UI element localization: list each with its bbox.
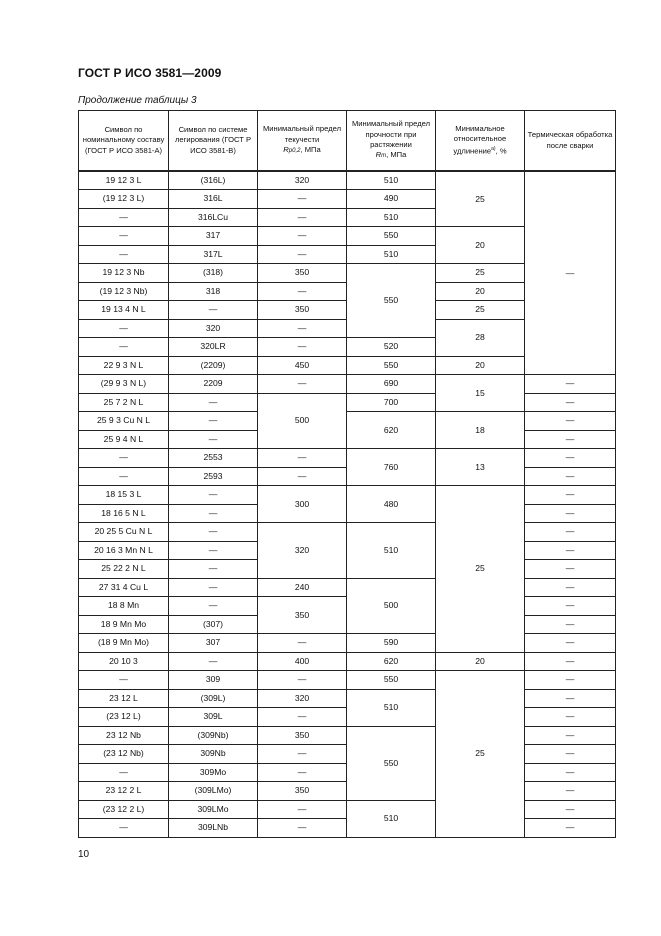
cell-tensile: 620 bbox=[347, 652, 436, 671]
cell-heat-treatment: — bbox=[525, 541, 616, 560]
cell-symbol-a: 20 10 3 bbox=[79, 652, 169, 671]
cell-yield: — bbox=[258, 819, 347, 838]
cell-symbol-a: 27 31 4 Cu L bbox=[79, 578, 169, 597]
cell-elongation: 18 bbox=[436, 412, 525, 449]
cell-symbol-a: — bbox=[79, 671, 169, 690]
cell-symbol-a: 23 12 L bbox=[79, 689, 169, 708]
cell-tensile: 620 bbox=[347, 412, 436, 449]
cell-yield: 400 bbox=[258, 652, 347, 671]
cell-yield: — bbox=[258, 763, 347, 782]
cell-heat-treatment: — bbox=[525, 763, 616, 782]
header-tensile-strength bbox=[347, 111, 436, 172]
cell-symbol-a: 18 16 5 N L bbox=[79, 504, 169, 523]
cell-heat-treatment: — bbox=[525, 745, 616, 764]
table-row bbox=[79, 671, 616, 690]
table-row bbox=[79, 393, 616, 412]
cell-symbol-b: 317 bbox=[169, 227, 258, 246]
cell-yield: — bbox=[258, 745, 347, 764]
table-row bbox=[79, 171, 616, 190]
cell-heat-treatment: — bbox=[525, 689, 616, 708]
cell-heat-treatment: — bbox=[525, 671, 616, 690]
table-header-row bbox=[79, 111, 616, 172]
cell-tensile: 550 bbox=[347, 227, 436, 246]
cell-heat-treatment: — bbox=[525, 708, 616, 727]
cell-symbol-b: (318) bbox=[169, 264, 258, 283]
cell-tensile: 690 bbox=[347, 375, 436, 394]
cell-yield: 320 bbox=[258, 171, 347, 190]
cell-symbol-a: — bbox=[79, 819, 169, 838]
cell-elongation: 25 bbox=[436, 264, 525, 283]
header-tensile-unit: , МПа bbox=[386, 150, 407, 160]
cell-yield: 350 bbox=[258, 301, 347, 320]
cell-tensile: 490 bbox=[347, 190, 436, 209]
header-elongation bbox=[436, 111, 525, 172]
cell-symbol-b: (2209) bbox=[169, 356, 258, 375]
cell-symbol-b: — bbox=[169, 301, 258, 320]
header-yield-strength bbox=[258, 111, 347, 172]
cell-yield: — bbox=[258, 282, 347, 301]
cell-symbol-a: — bbox=[79, 245, 169, 264]
cell-yield: — bbox=[258, 245, 347, 264]
cell-symbol-b: — bbox=[169, 578, 258, 597]
cell-heat-treatment: — bbox=[525, 652, 616, 671]
cell-symbol-b: — bbox=[169, 504, 258, 523]
cell-elongation: 28 bbox=[436, 319, 525, 356]
cell-yield: 350 bbox=[258, 782, 347, 801]
cell-symbol-a: — bbox=[79, 467, 169, 486]
cell-yield: 240 bbox=[258, 578, 347, 597]
cell-yield: 350 bbox=[258, 597, 347, 634]
cell-symbol-a: — bbox=[79, 338, 169, 357]
page-number: 10 bbox=[78, 849, 90, 860]
cell-yield: — bbox=[258, 319, 347, 338]
cell-symbol-a: 25 9 3 Cu N L bbox=[79, 412, 169, 431]
table-row bbox=[79, 652, 616, 671]
cell-yield: 350 bbox=[258, 264, 347, 283]
table-row bbox=[79, 412, 616, 431]
cell-yield: — bbox=[258, 449, 347, 468]
cell-symbol-b: — bbox=[169, 597, 258, 616]
cell-symbol-a: 20 16 3 Mn N L bbox=[79, 541, 169, 560]
cell-symbol-b: — bbox=[169, 560, 258, 579]
cell-yield: — bbox=[258, 375, 347, 394]
cell-tensile: 510 bbox=[347, 689, 436, 726]
cell-heat-treatment: — bbox=[525, 375, 616, 394]
cell-symbol-b: 316LCu bbox=[169, 208, 258, 227]
cell-symbol-b: 320LR bbox=[169, 338, 258, 357]
cell-symbol-a: 25 9 4 N L bbox=[79, 430, 169, 449]
cell-tensile: 500 bbox=[347, 578, 436, 634]
cell-symbol-b: 309LNb bbox=[169, 819, 258, 838]
header-tensile-text: Минимальный предел прочности при растяжении bbox=[351, 119, 431, 149]
cell-symbol-a: — bbox=[79, 763, 169, 782]
header-elongation-unit: , % bbox=[495, 146, 507, 156]
cell-heat-treatment: — bbox=[525, 634, 616, 653]
header-symbol-composition: Символ по номинальному составу (ГОСТ Р ИСО 3581-А) bbox=[79, 111, 169, 172]
cell-symbol-a: — bbox=[79, 208, 169, 227]
cell-tensile: 510 bbox=[347, 245, 436, 264]
cell-heat-treatment: — bbox=[525, 615, 616, 634]
table-row bbox=[79, 726, 616, 745]
cell-symbol-a: (23 12 Nb) bbox=[79, 745, 169, 764]
cell-symbol-b: 317L bbox=[169, 245, 258, 264]
table-caption: Продолжение таблицы 3 bbox=[78, 95, 197, 106]
cell-symbol-b: — bbox=[169, 412, 258, 431]
cell-symbol-b: — bbox=[169, 486, 258, 505]
cell-yield: — bbox=[258, 190, 347, 209]
cell-symbol-a: — bbox=[79, 227, 169, 246]
cell-heat-treatment: — bbox=[525, 486, 616, 505]
cell-tensile: 590 bbox=[347, 634, 436, 653]
cell-symbol-b: (309L) bbox=[169, 689, 258, 708]
cell-symbol-a: 18 8 Mn bbox=[79, 597, 169, 616]
cell-symbol-b: (307) bbox=[169, 615, 258, 634]
cell-symbol-a: 22 9 3 N L bbox=[79, 356, 169, 375]
cell-symbol-a: (23 12 L) bbox=[79, 708, 169, 727]
cell-tensile: 550 bbox=[347, 264, 436, 338]
header-elongation-text: Минимальное относительное удлинение bbox=[453, 123, 507, 156]
cell-symbol-b: 2593 bbox=[169, 467, 258, 486]
cell-yield: 450 bbox=[258, 356, 347, 375]
cell-symbol-a: 19 13 4 N L bbox=[79, 301, 169, 320]
cell-yield: 320 bbox=[258, 523, 347, 579]
cell-yield: 320 bbox=[258, 689, 347, 708]
cell-symbol-b: — bbox=[169, 393, 258, 412]
cell-tensile: 760 bbox=[347, 449, 436, 486]
cell-heat-treatment: — bbox=[525, 726, 616, 745]
cell-symbol-b: 309LMo bbox=[169, 800, 258, 819]
cell-symbol-a: 25 22 2 N L bbox=[79, 560, 169, 579]
cell-elongation: 20 bbox=[436, 652, 525, 671]
cell-symbol-a: 18 9 Mn Mo bbox=[79, 615, 169, 634]
cell-heat-treatment: — bbox=[525, 430, 616, 449]
cell-elongation: 25 bbox=[436, 301, 525, 320]
cell-tensile: 510 bbox=[347, 523, 436, 579]
cell-heat-treatment: — bbox=[525, 782, 616, 801]
cell-yield: — bbox=[258, 467, 347, 486]
cell-elongation: 25 bbox=[436, 171, 525, 227]
cell-heat-treatment: — bbox=[525, 449, 616, 468]
cell-symbol-a: (23 12 2 L) bbox=[79, 800, 169, 819]
cell-symbol-b: 307 bbox=[169, 634, 258, 653]
cell-symbol-b: 2553 bbox=[169, 449, 258, 468]
cell-heat-treatment: — bbox=[525, 560, 616, 579]
table-row bbox=[79, 375, 616, 394]
cell-symbol-b: 309 bbox=[169, 671, 258, 690]
cell-symbol-b: (309Nb) bbox=[169, 726, 258, 745]
header-symbol-alloy-system: Символ по системе легирования (ГОСТ Р ИСО 3581-В) bbox=[169, 111, 258, 172]
cell-tensile: 480 bbox=[347, 486, 436, 523]
cell-symbol-b: — bbox=[169, 541, 258, 560]
cell-symbol-a: (19 12 3 L) bbox=[79, 190, 169, 209]
cell-tensile: 550 bbox=[347, 671, 436, 690]
cell-symbol-b: 316L bbox=[169, 190, 258, 209]
cell-yield: 500 bbox=[258, 393, 347, 449]
cell-heat-treatment: — bbox=[525, 578, 616, 597]
table-row bbox=[79, 449, 616, 468]
cell-elongation: 20 bbox=[436, 227, 525, 264]
header-elongation-footnote: a) bbox=[491, 146, 496, 153]
cell-tensile: 550 bbox=[347, 726, 436, 800]
cell-symbol-a: (18 9 Mn Mo) bbox=[79, 634, 169, 653]
cell-symbol-b: 309Nb bbox=[169, 745, 258, 764]
cell-symbol-a: (29 9 3 N L) bbox=[79, 375, 169, 394]
cell-symbol-b: — bbox=[169, 430, 258, 449]
cell-yield: — bbox=[258, 208, 347, 227]
cell-elongation: 25 bbox=[436, 486, 525, 653]
header-heat-treatment: Термическая обработка после сварки bbox=[525, 111, 616, 172]
cell-elongation: 15 bbox=[436, 375, 525, 412]
cell-symbol-a: (19 12 3 Nb) bbox=[79, 282, 169, 301]
cell-yield: 300 bbox=[258, 486, 347, 523]
cell-symbol-a: 19 12 3 Nb bbox=[79, 264, 169, 283]
cell-symbol-a: 23 12 2 L bbox=[79, 782, 169, 801]
cell-symbol-b: (316L) bbox=[169, 171, 258, 190]
cell-heat-treatment: — bbox=[525, 412, 616, 431]
properties-table bbox=[78, 110, 616, 838]
cell-heat-treatment: — bbox=[525, 819, 616, 838]
cell-symbol-a: — bbox=[79, 319, 169, 338]
cell-heat-treatment: — bbox=[525, 523, 616, 542]
table-row bbox=[79, 800, 616, 819]
document-title: ГОСТ Р ИСО 3581—2009 bbox=[78, 66, 222, 80]
cell-tensile: 510 bbox=[347, 208, 436, 227]
cell-heat-treatment: — bbox=[525, 800, 616, 819]
cell-heat-treatment: — bbox=[525, 597, 616, 616]
cell-yield: — bbox=[258, 800, 347, 819]
cell-tensile: 510 bbox=[347, 171, 436, 190]
cell-symbol-a: 19 12 3 L bbox=[79, 171, 169, 190]
table-row bbox=[79, 523, 616, 542]
cell-yield: — bbox=[258, 634, 347, 653]
header-yield-subscript: p0,2 bbox=[288, 148, 301, 155]
header-yield-symbol: R bbox=[283, 145, 289, 155]
cell-symbol-b: 309L bbox=[169, 708, 258, 727]
table-row bbox=[79, 578, 616, 597]
table-row bbox=[79, 634, 616, 653]
cell-yield: — bbox=[258, 338, 347, 357]
cell-yield: 350 bbox=[258, 726, 347, 745]
cell-symbol-b: — bbox=[169, 652, 258, 671]
cell-symbol-a: 18 15 3 L bbox=[79, 486, 169, 505]
cell-symbol-a: 25 7 2 N L bbox=[79, 393, 169, 412]
header-tensile-symbol: R bbox=[375, 150, 382, 160]
cell-symbol-b: 309Mo bbox=[169, 763, 258, 782]
cell-tensile: 510 bbox=[347, 800, 436, 837]
header-tensile-subscript: m bbox=[381, 153, 387, 160]
header-yield-text: Минимальный предел текучести bbox=[262, 124, 342, 144]
cell-elongation: 20 bbox=[436, 356, 525, 375]
cell-yield: — bbox=[258, 708, 347, 727]
cell-heat-treatment: — bbox=[525, 504, 616, 523]
cell-symbol-a: — bbox=[79, 449, 169, 468]
cell-yield: — bbox=[258, 227, 347, 246]
cell-symbol-a: 23 12 Nb bbox=[79, 726, 169, 745]
cell-tensile: 520 bbox=[347, 338, 436, 357]
cell-elongation: 13 bbox=[436, 449, 525, 486]
cell-symbol-b: 320 bbox=[169, 319, 258, 338]
cell-tensile: 700 bbox=[347, 393, 436, 412]
cell-symbol-b: — bbox=[169, 523, 258, 542]
cell-symbol-b: 318 bbox=[169, 282, 258, 301]
table-row bbox=[79, 689, 616, 708]
cell-symbol-b: (309LMo) bbox=[169, 782, 258, 801]
cell-tensile: 550 bbox=[347, 356, 436, 375]
cell-symbol-b: 2209 bbox=[169, 375, 258, 394]
cell-yield: — bbox=[258, 671, 347, 690]
cell-symbol-a: 20 25 5 Cu N L bbox=[79, 523, 169, 542]
cell-elongation: 20 bbox=[436, 282, 525, 301]
header-yield-unit: , МПа bbox=[300, 145, 321, 155]
cell-heat-treatment: — bbox=[525, 171, 616, 375]
cell-elongation: 25 bbox=[436, 671, 525, 838]
table-row bbox=[79, 486, 616, 505]
cell-heat-treatment: — bbox=[525, 393, 616, 412]
cell-heat-treatment: — bbox=[525, 467, 616, 486]
